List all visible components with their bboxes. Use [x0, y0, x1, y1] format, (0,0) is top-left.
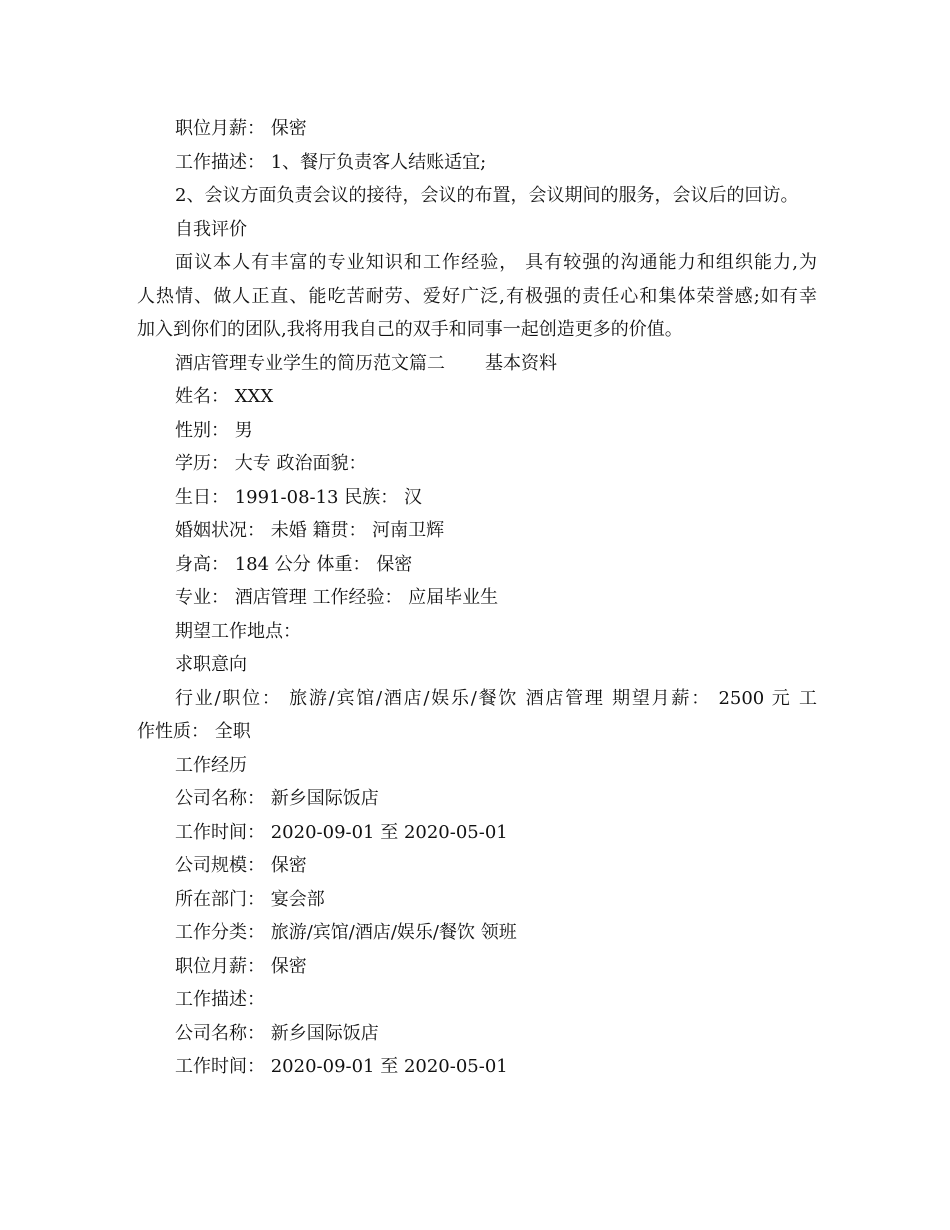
industry-position-line-2: 作性质： 全职: [137, 721, 251, 742]
name-line: 姓名： XXX: [175, 386, 274, 407]
job-intention-heading: 求职意向: [175, 654, 247, 675]
basic-info-heading: 基本资料: [485, 352, 557, 374]
job-description-line-2: 工作描述：: [175, 989, 265, 1010]
gender-line: 性别： 男: [175, 419, 253, 441]
position-salary-line: 职位月薪： 保密: [175, 118, 307, 139]
desired-location-line: 期望工作地点：: [175, 620, 301, 642]
resume-sample-title: 酒店管理专业学生的简历范文篇二: [175, 352, 445, 374]
resume-text: [137, 112, 817, 1084]
work-history-heading: 工作经历: [175, 754, 247, 776]
position-salary-line-2: 职位月薪： 保密: [175, 955, 307, 977]
self-evaluation-paragraph-line-2: 人热情、做人正直、能吃苦耐劳、爱好广泛,有极强的责任心和集体荣誉感;如有幸: [137, 285, 817, 307]
self-evaluation-paragraph-line-3: 加入到你们的团队,我将用我自己的双手和同事一起创造更多的价值。: [137, 319, 683, 340]
work-period-line: 工作时间： 2020-09-01 至 2020-05-01: [175, 821, 508, 843]
education-line: 学历： 大专 政治面貌：: [175, 453, 367, 474]
company-name-line-2: 公司名称： 新乡国际饭店: [175, 1022, 379, 1044]
company-name-line: 公司名称： 新乡国际饭店: [175, 788, 379, 809]
company-size-line: 公司规模： 保密: [175, 855, 307, 876]
department-line: 所在部门： 宴会部: [175, 888, 325, 910]
section-title-line: [137, 347, 817, 381]
birthday-line: 生日： 1991-08-13 民族： 汉: [175, 486, 422, 508]
job-description-item-2: 2、会议方面负责会议的接待，会议的布置，会议期间的服务，会议后的回访。: [175, 185, 799, 206]
marital-status-line: 婚姻状况： 未婚 籍贯： 河南卫辉: [175, 520, 445, 541]
self-evaluation-heading: 自我评价: [175, 218, 247, 240]
job-category-line: 工作分类： 旅游/宾馆/酒店/娱乐/餐饮 领班: [175, 922, 517, 943]
industry-position-line-1: 行业/职位： 旅游/宾馆/酒店/娱乐/餐饮 酒店管理 期望月薪： 2500 元 工: [175, 687, 817, 709]
work-period-line-2: 工作时间： 2020-09-01 至 2020-05-01: [175, 1056, 508, 1077]
height-line: 身高： 184 公分 体重： 保密: [175, 553, 413, 575]
self-evaluation-paragraph-line-1: 面议本人有丰富的专业知识和工作经验， 具有较强的沟通能力和组织能力,为: [175, 252, 817, 273]
major-line: 专业： 酒店管理 工作经验： 应届毕业生: [175, 587, 499, 608]
job-description-line: 工作描述： 1、餐厅负责客人结账适宜;: [175, 151, 487, 173]
